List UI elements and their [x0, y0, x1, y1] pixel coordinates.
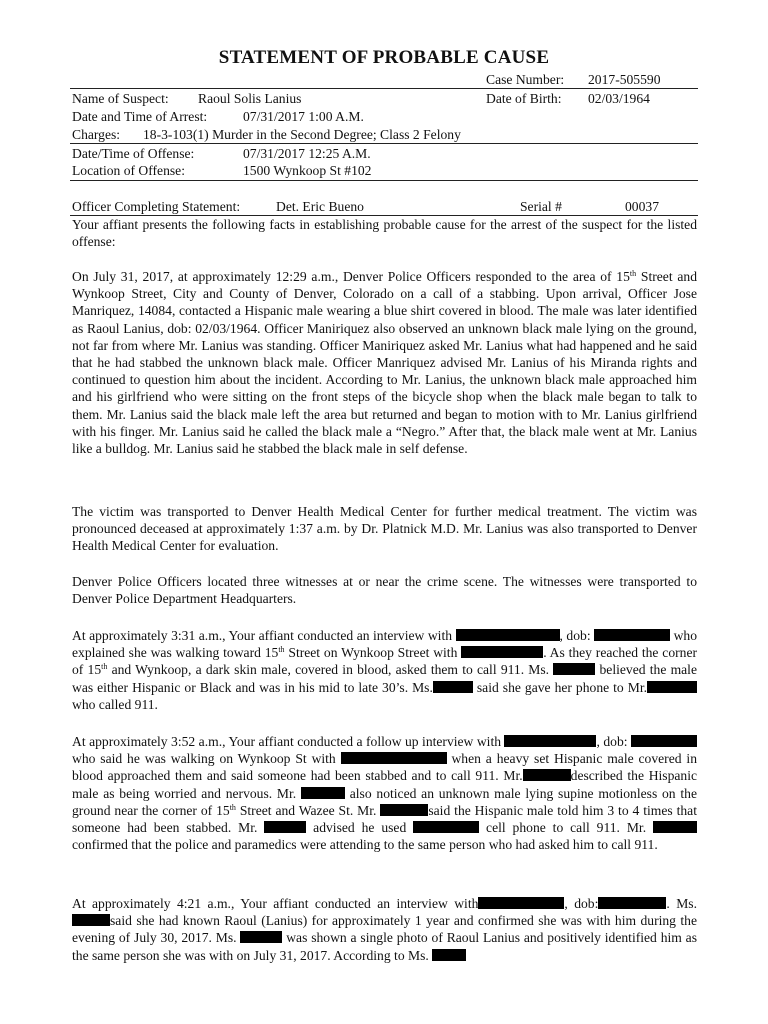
p4-text-a: At approximately 3:31 a.m., Your affiant conducted an interview with	[72, 628, 456, 643]
redaction-bar	[647, 681, 697, 693]
p4-text-h: said she gave her phone to Mr.	[472, 679, 647, 695]
p5-text-d: when a heavy set Hispanic male covered in blood approached them and said someone had been stabbed and to call 911. Mr.	[72, 751, 697, 784]
p4-text-b: , dob:	[559, 628, 595, 643]
p5-text-c: who said he was walking on Wynkoop St with	[72, 751, 341, 767]
p5-text-e: described the Hispanic male as being worried and nervous. Mr.	[72, 768, 698, 801]
rule	[70, 143, 698, 144]
redaction-bar	[433, 681, 473, 693]
p4-text-g: believed the male was either Hispanic or Black and was in his mid to late 30’s. Ms.	[72, 662, 697, 695]
charges-value: 18-3-103(1) Murder in the Second Degree; Class 2 Felony	[143, 127, 461, 142]
p4-text-e: . As they reached the corner of 15	[72, 645, 698, 678]
redaction-bar	[598, 897, 666, 909]
paragraph-2	[72, 503, 697, 555]
officer-label: Officer Completing Statement:	[72, 199, 241, 214]
intro-text: Your affiant presents the following facts in establishing probable cause for the arrest of the suspect for the listed offense:	[72, 217, 697, 250]
p5-text-k: confirmed that the police and paramedics were attending to the same person who had asked him to call 911.	[72, 837, 658, 853]
p6-text-d: said she had known Raoul (Lanius) for approximately 1 year and confirmed she was with him during the evening of July 30, 2017. Ms.	[72, 913, 697, 946]
redaction-bar	[504, 735, 596, 747]
dob-label: Date of Birth:	[486, 91, 562, 106]
p5-text-b: , dob:	[596, 734, 631, 749]
redaction-bar	[240, 931, 282, 943]
paragraph-3	[72, 573, 697, 607]
p4-text-f: and Wynkoop, a dark skin male, covered in blood, asked them to call 911. Ms.	[107, 662, 554, 678]
redaction-bar	[72, 914, 110, 926]
p5-text-h: said the Hispanic male told him 3 to 4 times that someone had been stabbed. Mr.	[72, 802, 697, 836]
p3-text: Denver Police Officers located three witnesses at or near the crime scene. The witnesses were transported to Denver Police Department Headquarters.	[72, 574, 697, 607]
redaction-bar	[341, 752, 447, 764]
p1-text-a: On July 31, 2017, at approximately 12:29 a.m., Denver Police Officers responded to the area of 15	[72, 269, 630, 284]
redaction-bar	[631, 735, 697, 747]
p4-sup-1: th	[278, 645, 285, 655]
p6-text-a: At approximately 4:21 a.m., Your affiant conducted an interview with	[72, 896, 479, 911]
serial-value: 00037	[625, 199, 659, 214]
p5-text-f: also noticed an unknown male lying supine motionless on the ground near the corner of 15	[72, 785, 697, 818]
paragraph-6	[72, 895, 697, 964]
redaction-bar	[653, 821, 697, 833]
charges-label: Charges:	[72, 127, 121, 142]
case-number: 2017-505590	[588, 72, 661, 87]
p6-text-e: was shown a single photo of Raoul Lanius and positively identified him as the same person she was with on July 31, 2017. According to Ms.	[72, 930, 698, 963]
officer-value: Det. Eric Bueno	[276, 199, 364, 214]
arrest-label: Date and Time of Arrest:	[72, 109, 208, 124]
document-title: STATEMENT OF PROBABLE CAUSE	[218, 47, 550, 68]
redaction-bar	[523, 769, 571, 781]
p5-sup: th	[229, 802, 236, 812]
p5-text-a: At approximately 3:52 a.m., Your affiant conducted a follow up interview with	[72, 734, 505, 749]
p4-text-c: who explained she was walking toward 15	[72, 628, 697, 661]
location-label: Location of Offense:	[72, 163, 185, 178]
redaction-bar	[553, 663, 595, 675]
redaction-bar	[380, 804, 428, 816]
redaction-bar	[264, 821, 306, 833]
p4-text-d: Street on Wynkoop Street with	[284, 645, 462, 661]
suspect-label: Name of Suspect:	[72, 91, 169, 106]
p4-text-i: who called 911.	[72, 696, 158, 712]
paragraph-5	[72, 733, 697, 853]
redaction-bar	[594, 629, 670, 641]
dob-value: 02/03/1964	[588, 91, 650, 106]
p6-text-c: . Ms.	[666, 896, 697, 911]
offense-time-value: 07/31/2017 12:25 A.M.	[243, 146, 371, 161]
offense-time-label: Date/Time of Offense:	[72, 146, 195, 161]
case-number-label: Case Number:	[486, 72, 565, 87]
p6-text-b: , dob:	[564, 896, 599, 911]
arrest-value: 07/31/2017 1:00 A.M.	[243, 109, 364, 124]
serial-label: Serial #	[520, 199, 562, 214]
p4-sup-2: th	[101, 662, 108, 672]
p2-text: The victim was transported to Denver Health Medical Center for further medical treatment. The victim was pronounced deceased at approximately 1:37 a.m. by Dr. Platnick M.D. Mr. Lanius was also transported to Denver Health Medical Center for evaluation.	[72, 504, 697, 554]
p5-text-j: cell phone to call 911. Mr.	[479, 820, 653, 836]
p5-text-g: Street and Wazee St. Mr.	[235, 802, 381, 818]
suspect-name: Raoul Solis Lanius	[198, 91, 302, 106]
rule	[70, 180, 698, 181]
redaction-bar	[461, 646, 543, 658]
paragraph-4	[72, 627, 697, 713]
p1-sup: th	[629, 269, 637, 278]
redaction-bar	[301, 787, 345, 799]
redaction-bar	[478, 897, 564, 909]
redaction-bar	[413, 821, 479, 833]
p5-text-i: advised he used	[306, 820, 414, 836]
paragraph-1	[72, 268, 697, 457]
p1-text-b: Street and Wynkoop Street, City and County of Denver, Colorado on a call of a stabbing. Upon arrival, Officer Jose Manriquez, 14084, contacted a Hispanic male wearing a blue shirt covered in blood. The male was later identified as Raoul Lanius, dob: 02/03/1964. Officer Maniriquez also observed an unknown black male lying on the ground, not far from where Mr. Lanius was standing. Officer Maniriquez asked Mr. Lanius what had happened and he said that he had stabbed the unknown black male. Officer Manriquez advised Mr. Lanius of his Miranda rights and continued to question him about the incident. According to Mr. Lanius, the unknown black male approached him and his girlfriend who were sitting on the front steps of the bicycle shop when the black male began to talk to them. Mr. Lanius said the black male left the area but returned and began to motion with to Mr. Lanius girlfriend with his finger. Mr. Lanius said he called the black male a “Negro.” After that, the black male went at Mr. Lanius like a bulldog. Mr. Lanius said he stabbed the black male in self defense.	[72, 269, 697, 457]
rule	[70, 88, 698, 89]
redaction-bar	[456, 629, 560, 641]
intro-paragraph	[72, 216, 697, 250]
location-value: 1500 Wynkoop St #102	[243, 163, 372, 178]
redaction-bar	[432, 949, 466, 961]
